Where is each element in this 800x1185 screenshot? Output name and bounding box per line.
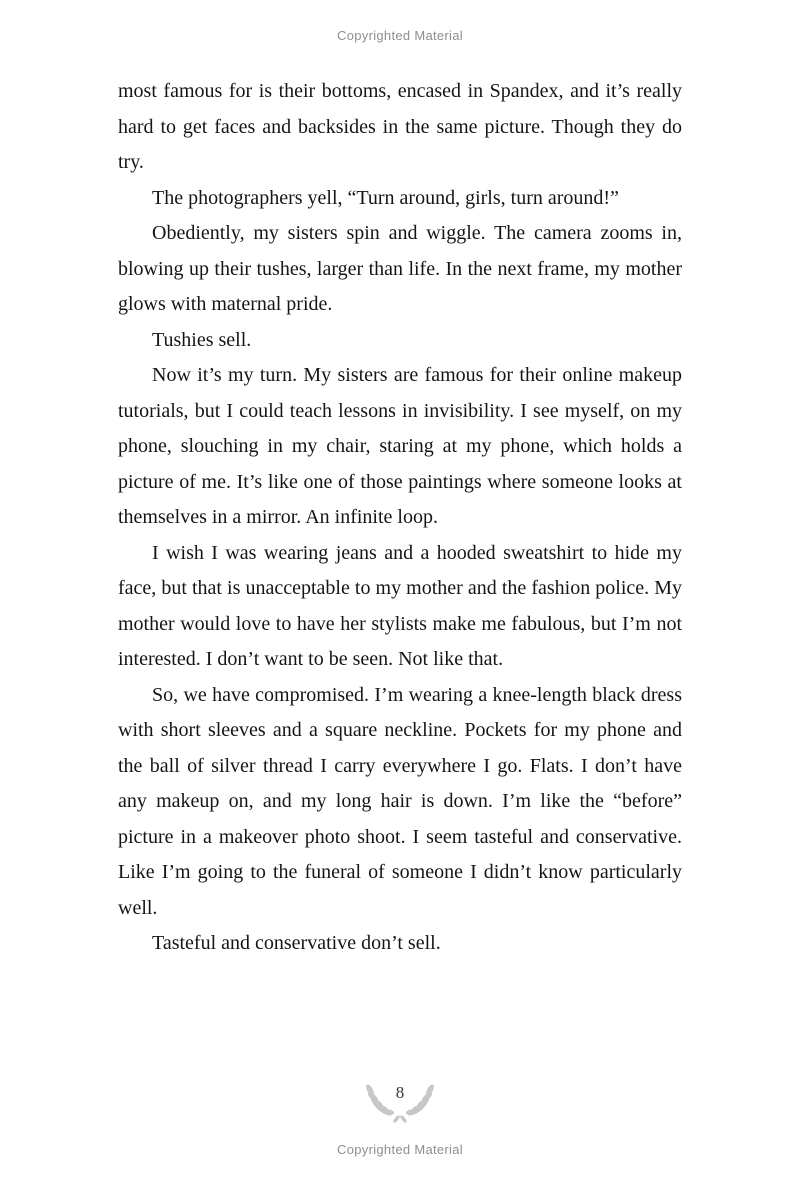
paragraph: most famous for is their bottoms, encased in Spandex, and it’s really hard to get faces and backsides in the same picture. Though they do try. xyxy=(118,80,682,173)
paragraph: Obediently, my sisters spin and wiggle. The camera zooms in, blowing up their tushes, larger than life. In the next frame, my mother glows with maternal pride. xyxy=(118,222,682,315)
paragraph: So, we have compromised. I’m wearing a knee-length black dress with short sleeves and a square neckline. Pockets for my phone and the ball of silver thread I carry everywhere I go. Flats. I don’t have any makeup on, and my long hair is down. I’m like the “before” picture in a makeover photo shoot. I seem tasteful and conservative. Like I’m going to the funeral of someone I didn’t know particularly well. xyxy=(118,683,682,919)
copyright-notice-bottom: Copyrighted Material xyxy=(337,1142,463,1157)
copyright-notice-top: Copyrighted Material xyxy=(337,28,463,43)
paragraph: Tushies sell. xyxy=(152,328,252,351)
paragraph: Tasteful and conservative don’t sell. xyxy=(152,932,441,954)
paragraph: The photographers yell, “Turn around, girls, turn around!” xyxy=(152,186,619,209)
page-number: 8 xyxy=(395,1083,405,1102)
paragraph: I wish I was wearing jeans and a hooded sweatshirt to hide my face, but that is unacceptable to my mother and the fashion police. My mother would love to have her stylists make me fabulous, but I’m not interested. I don’t want to be seen. Not like that. xyxy=(118,541,682,670)
page-body xyxy=(118,74,682,962)
paragraph: Now it’s my turn. My sisters are famous for their online makeup tutorials, but I could teach lessons in invisibility. I see myself, on my phone, slouching in my chair, staring at my phone, which holds a picture of me. It’s like one of those paintings where someone looks at themselves in a mirror. An infinite loop. xyxy=(118,364,682,528)
page-number-ornament xyxy=(350,1078,450,1128)
